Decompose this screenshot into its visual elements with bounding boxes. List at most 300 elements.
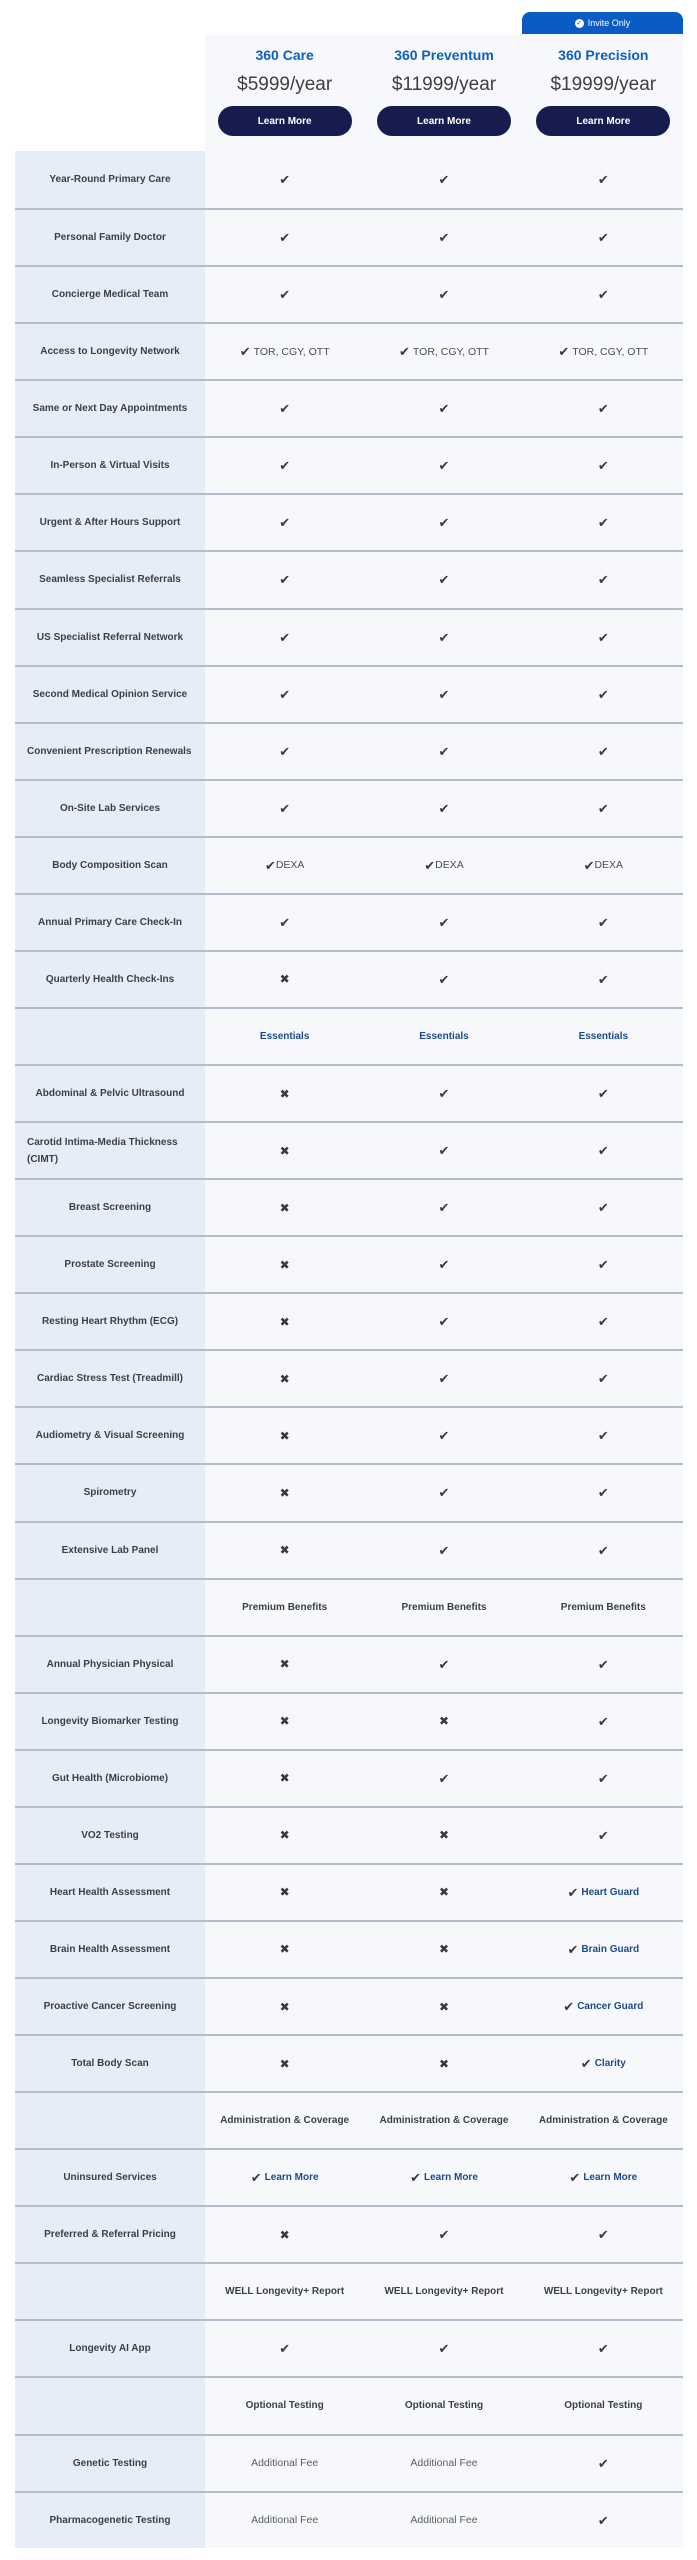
check-icon: ✔ <box>597 2512 609 2528</box>
check-icon: ✔ <box>438 515 450 531</box>
feature-label: Uninsured Services <box>15 2150 205 2205</box>
check-icon: ✔ <box>438 458 450 474</box>
plan-value-cell <box>364 1351 523 1406</box>
plan-value-cell <box>205 1066 364 1121</box>
plan-value-cell <box>524 952 683 1007</box>
table-row <box>15 2319 683 2376</box>
plan-value-cell <box>205 381 364 436</box>
plan-value-cell <box>205 724 364 779</box>
comparison-table <box>15 151 683 2548</box>
plan-value-cell <box>364 1523 523 1578</box>
additional-fee-text: Additional Fee <box>251 2514 319 2527</box>
cross-icon: ✖ <box>438 1942 450 1957</box>
check-icon: ✔ <box>438 1314 450 1330</box>
plan-value-cell <box>524 1180 683 1235</box>
check-icon: ✔ <box>438 1770 450 1786</box>
table-row <box>15 722 683 779</box>
value-text: DEXA <box>435 859 464 872</box>
plan-value-cell <box>524 1465 683 1520</box>
value-link[interactable]: Learn More <box>583 2172 638 2184</box>
feature-label <box>15 2378 205 2433</box>
check-icon: ✔ <box>279 515 291 531</box>
check-icon: ✔ <box>438 1542 450 1558</box>
check-icon: ✔ <box>410 2170 421 2186</box>
plan-value-cell <box>364 1408 523 1463</box>
feature-label: Annual Primary Care Check-In <box>15 895 205 950</box>
plan-value-cell <box>205 1009 364 1064</box>
plan-value-cell <box>205 2207 364 2262</box>
value-text: TOR, CGY, OTT <box>412 345 489 358</box>
feature-label: Same or Next Day Appointments <box>15 381 205 436</box>
plan-value-cell <box>364 2207 523 2262</box>
check-icon: ✔ <box>558 344 570 360</box>
plan-value-cell <box>364 151 523 208</box>
plan-value-cell <box>364 2036 523 2091</box>
plan-value-cell <box>205 952 364 1007</box>
table-row <box>15 779 683 836</box>
check-icon: ✔ <box>597 458 609 474</box>
plan-value-cell <box>364 1237 523 1292</box>
feature-label: Annual Physician Physical <box>15 1637 205 1692</box>
plan-value-cell <box>364 2264 523 2319</box>
plan-value-cell <box>364 2436 523 2491</box>
plan-value-cell <box>364 1066 523 1121</box>
plan-value-cell <box>205 1123 364 1178</box>
plan-value-cell <box>524 1865 683 1920</box>
plan-value-cell <box>524 1123 683 1178</box>
feature-label: Concierge Medical Team <box>15 267 205 322</box>
cross-icon: ✖ <box>279 1942 290 1957</box>
feature-label: Spirometry <box>15 1465 205 1520</box>
feature-label <box>15 2093 205 2148</box>
plan-value-cell <box>524 1294 683 1349</box>
check-icon: ✔ <box>597 2341 609 2357</box>
plan-value-cell <box>364 724 523 779</box>
feature-label: Pharmacogenetic Testing <box>15 2493 205 2548</box>
check-icon: ✔ <box>597 686 609 702</box>
check-icon: ✔ <box>597 401 609 417</box>
plan-value-cell <box>205 1465 364 1520</box>
check-icon: ✔ <box>438 914 450 930</box>
additional-fee-text: Additional Fee <box>251 2457 319 2470</box>
plan-value-cell <box>524 2436 683 2491</box>
table-row <box>15 436 683 493</box>
plan-value-cell <box>205 1751 364 1806</box>
check-icon: ✔ <box>438 2227 450 2243</box>
check-icon: ✔ <box>438 1086 450 1102</box>
plan-value-cell <box>364 838 523 893</box>
check-icon: ✔ <box>438 2341 450 2357</box>
check-icon: ✔ <box>438 1200 450 1216</box>
cross-icon: ✖ <box>279 1314 290 1329</box>
feature-label: Personal Family Doctor <box>15 210 205 265</box>
feature-label: Brain Health Assessment <box>15 1922 205 1977</box>
section-title: Optional Testing <box>245 2400 324 2412</box>
plan-value-cell <box>524 1523 683 1578</box>
feature-label: In-Person & Virtual Visits <box>15 438 205 493</box>
plan-value-cell <box>205 781 364 836</box>
check-icon: ✔ <box>569 2170 581 2186</box>
plan-name: 360 Care <box>255 47 314 63</box>
check-icon: ✔ <box>597 1086 609 1102</box>
check-icon: ✔ <box>438 172 450 188</box>
section-title: Administration & Coverage <box>538 2115 668 2127</box>
plan-value-cell <box>524 267 683 322</box>
plan-value-cell <box>205 1523 364 1578</box>
plan-value-cell <box>524 438 683 493</box>
check-icon: ✔ <box>279 686 291 702</box>
table-row <box>15 1521 683 1578</box>
plan-value-cell <box>364 2378 523 2433</box>
check-icon: ✔ <box>438 230 450 246</box>
plan-name: 360 Precision <box>558 47 649 63</box>
check-icon: ✔ <box>597 1485 609 1501</box>
check-icon: ✔ <box>250 2170 262 2186</box>
cross-icon: ✖ <box>279 1086 290 1101</box>
table-row <box>15 1749 683 1806</box>
table-row <box>15 1406 683 1463</box>
plan-value-cell <box>205 438 364 493</box>
check-icon: ✔ <box>279 2341 291 2357</box>
check-icon: ✔ <box>438 401 450 417</box>
table-row <box>15 1064 683 1121</box>
cross-icon: ✖ <box>279 1143 290 1158</box>
value-link[interactable]: Heart Guard <box>581 1886 640 1898</box>
plan-name: 360 Preventum <box>394 47 494 63</box>
check-icon: ✔ <box>597 172 609 188</box>
plan-value-cell <box>205 1351 364 1406</box>
table-row <box>15 950 683 1007</box>
plan-value-cell <box>524 2207 683 2262</box>
plan-value-cell <box>524 1408 683 1463</box>
feature-label: Longevity Biomarker Testing <box>15 1694 205 1749</box>
table-row <box>15 836 683 893</box>
check-icon: ✔ <box>399 344 410 360</box>
plan-value-cell <box>364 610 523 665</box>
cross-icon: ✖ <box>279 1828 290 1843</box>
feature-label: Preferred & Referral Pricing <box>15 2207 205 2262</box>
plan-value-cell <box>364 952 523 1007</box>
plan-value-cell <box>364 1465 523 1520</box>
cross-icon: ✖ <box>279 1999 290 2014</box>
plan-value-cell <box>364 267 523 322</box>
feature-label: Audiometry & Visual Screening <box>15 1408 205 1463</box>
plan-price: $5999/year <box>237 74 333 95</box>
plan-value-cell <box>364 324 523 379</box>
learn-more-button-care[interactable]: Learn More <box>218 106 352 136</box>
plan-value-cell <box>364 667 523 722</box>
plan-value-cell <box>205 1637 364 1692</box>
plan-price: $19999/year <box>550 74 657 95</box>
check-icon: ✔ <box>279 800 291 816</box>
plan-value-cell <box>205 1808 364 1863</box>
cross-icon: ✖ <box>438 1885 450 1900</box>
learn-more-button-preventum[interactable]: Learn More <box>377 106 511 136</box>
table-row <box>15 2434 683 2491</box>
table-row <box>15 322 683 379</box>
plan-value-cell <box>524 667 683 722</box>
table-row <box>15 1463 683 1520</box>
check-icon: ✔ <box>597 572 609 588</box>
plan-value-cell <box>364 210 523 265</box>
plan-value-cell <box>364 438 523 493</box>
feature-label: Heart Health Assessment <box>15 1865 205 1920</box>
check-icon: ✔ <box>279 172 291 188</box>
check-icon: ✔ <box>438 1656 450 1672</box>
cross-icon: ✖ <box>279 1485 290 1500</box>
cross-icon: ✖ <box>438 1714 450 1729</box>
section-title: Optional Testing <box>564 2400 643 2412</box>
plan-value-cell <box>205 552 364 607</box>
cross-icon: ✖ <box>279 972 290 987</box>
check-icon: ✔ <box>597 515 609 531</box>
plan-value-cell <box>205 324 364 379</box>
plan-value-cell <box>205 838 364 893</box>
feature-label: Cardiac Stress Test (Treadmill) <box>15 1351 205 1406</box>
invite-only-badge <box>522 12 683 34</box>
value-text: TOR, CGY, OTT <box>572 345 649 358</box>
feature-label: Breast Screening <box>15 1180 205 1235</box>
check-icon: ✔ <box>563 1999 575 2015</box>
plan-value-cell <box>364 2150 523 2205</box>
value-link[interactable]: Cancer Guard <box>577 2001 644 2013</box>
plan-value-cell <box>364 1123 523 1178</box>
plan-value-cell <box>524 2036 683 2091</box>
plan-value-cell <box>364 1009 523 1064</box>
plan-value-cell <box>205 495 364 550</box>
table-row <box>15 379 683 436</box>
badge-label: Invite Only <box>587 18 631 28</box>
feature-label: Gut Health (Microbiome) <box>15 1751 205 1806</box>
section-title: Essentials <box>419 1030 469 1042</box>
plan-value-cell <box>524 552 683 607</box>
cross-icon: ✖ <box>438 2056 450 2071</box>
check-icon: ✔ <box>597 1314 609 1330</box>
plan-value-cell <box>364 895 523 950</box>
plan-value-cell <box>205 1408 364 1463</box>
plan-precision <box>524 34 683 151</box>
plan-value-cell <box>205 2150 364 2205</box>
plan-value-cell <box>364 552 523 607</box>
cross-icon: ✖ <box>279 1428 290 1443</box>
feature-label: Resting Heart Rhythm (ECG) <box>15 1294 205 1349</box>
section-header-row <box>15 2091 683 2148</box>
table-row <box>15 1920 683 1977</box>
plan-value-cell <box>364 1580 523 1635</box>
check-icon: ✔ <box>438 287 450 303</box>
check-icon: ✔ <box>597 230 609 246</box>
plan-value-cell <box>364 2321 523 2376</box>
section-title: Administration & Coverage <box>379 2115 509 2127</box>
value-link[interactable]: Learn More <box>423 2172 478 2184</box>
feature-label <box>15 1580 205 1635</box>
plan-value-cell <box>524 324 683 379</box>
plan-value-cell <box>524 610 683 665</box>
check-icon: ✔ <box>239 344 251 360</box>
feature-label: Proactive Cancer Screening <box>15 1979 205 2034</box>
table-row <box>15 1635 683 1692</box>
table-row <box>15 608 683 665</box>
plans-header <box>205 34 683 151</box>
check-icon: ✔ <box>567 1884 579 1900</box>
cross-icon: ✖ <box>279 1771 290 1786</box>
check-icon: ✔ <box>279 629 291 645</box>
table-row <box>15 1863 683 1920</box>
table-row <box>15 1121 683 1178</box>
feature-label: Total Body Scan <box>15 2036 205 2091</box>
check-icon: ✔ <box>597 1257 609 1273</box>
plan-value-cell <box>205 210 364 265</box>
plan-value-cell <box>205 1580 364 1635</box>
plan-value-cell <box>524 381 683 436</box>
plan-value-cell <box>205 1979 364 2034</box>
table-row <box>15 493 683 550</box>
section-title: Essentials <box>578 1030 629 1042</box>
plan-value-cell <box>364 1808 523 1863</box>
check-icon: ✔ <box>597 1542 609 1558</box>
value-link[interactable]: Clarity <box>594 2058 626 2070</box>
value-link[interactable]: Learn More <box>264 2172 319 2184</box>
plan-value-cell <box>524 1808 683 1863</box>
value-link[interactable]: Brain Guard <box>581 1943 640 1955</box>
check-icon: ✔ <box>438 1428 450 1444</box>
plan-value-cell <box>205 1294 364 1349</box>
learn-more-button-precision[interactable]: Learn More <box>536 106 670 136</box>
plan-value-cell <box>205 667 364 722</box>
plan-value-cell <box>524 1694 683 1749</box>
check-icon: ✔ <box>438 1143 450 1159</box>
check-icon: ✔ <box>597 743 609 759</box>
check-icon: ✔ <box>597 914 609 930</box>
table-row <box>15 1977 683 2034</box>
plan-value-cell <box>524 2493 683 2548</box>
table-row <box>15 2491 683 2548</box>
section-title: WELL Longevity+ Report <box>543 2286 663 2298</box>
check-icon: ✔ <box>597 1200 609 1216</box>
plan-value-cell <box>364 495 523 550</box>
check-icon: ✔ <box>279 401 291 417</box>
plan-value-cell <box>205 151 364 208</box>
additional-fee-text: Additional Fee <box>410 2457 478 2470</box>
value-text: TOR, CGY, OTT <box>253 345 330 358</box>
section-title: Administration & Coverage <box>220 2115 350 2127</box>
check-icon: ✔ <box>597 1428 609 1444</box>
feature-label: US Specialist Referral Network <box>15 610 205 665</box>
cross-icon: ✖ <box>438 1999 450 2014</box>
check-icon: ✔ <box>438 1485 450 1501</box>
cross-icon: ✖ <box>279 1543 290 1558</box>
feature-label: Genetic Testing <box>15 2436 205 2491</box>
feature-label: Extensive Lab Panel <box>15 1523 205 1578</box>
cross-icon: ✖ <box>279 1714 290 1729</box>
section-header-row <box>15 1578 683 1635</box>
feature-label: Prostate Screening <box>15 1237 205 1292</box>
check-icon: ✔ <box>438 572 450 588</box>
table-row <box>15 1349 683 1406</box>
plan-value-cell <box>524 895 683 950</box>
plan-value-cell <box>524 151 683 208</box>
check-icon: ✔ <box>438 743 450 759</box>
plan-value-cell <box>364 781 523 836</box>
check-icon: ✔ <box>438 686 450 702</box>
plan-value-cell <box>524 1066 683 1121</box>
section-title: Premium Benefits <box>560 1601 646 1613</box>
table-row <box>15 893 683 950</box>
plan-value-cell <box>364 1694 523 1749</box>
plan-value-cell <box>205 895 364 950</box>
table-row <box>15 2148 683 2205</box>
plan-value-cell <box>524 724 683 779</box>
check-icon: ✔ <box>424 857 436 873</box>
table-row <box>15 1692 683 1749</box>
feature-label: Body Composition Scan <box>15 838 205 893</box>
cross-icon: ✖ <box>279 1885 290 1900</box>
plan-value-cell <box>364 1979 523 2034</box>
feature-label <box>15 1009 205 1064</box>
check-circle-icon: ✓ <box>576 19 583 27</box>
plan-value-cell <box>524 781 683 836</box>
feature-label: On-Site Lab Services <box>15 781 205 836</box>
plan-value-cell <box>524 1922 683 1977</box>
plan-value-cell <box>524 1237 683 1292</box>
check-icon: ✔ <box>583 857 595 873</box>
check-icon: ✔ <box>438 971 450 987</box>
plan-value-cell <box>364 1922 523 1977</box>
check-icon: ✔ <box>597 1827 609 1843</box>
plan-value-cell <box>524 1979 683 2034</box>
plan-value-cell <box>524 210 683 265</box>
cross-icon: ✖ <box>279 1200 290 1215</box>
feature-label: Urgent & After Hours Support <box>15 495 205 550</box>
plan-value-cell <box>364 2493 523 2548</box>
feature-label: Convenient Prescription Renewals <box>15 724 205 779</box>
check-icon: ✔ <box>279 914 291 930</box>
table-row <box>15 1806 683 1863</box>
section-title: Premium Benefits <box>242 1601 328 1613</box>
plan-value-cell <box>364 381 523 436</box>
check-icon: ✔ <box>597 629 609 645</box>
check-icon: ✔ <box>279 743 291 759</box>
check-icon: ✔ <box>580 2056 592 2072</box>
plan-value-cell <box>524 1351 683 1406</box>
section-header-row <box>15 2376 683 2433</box>
plan-value-cell <box>364 1294 523 1349</box>
plan-value-cell <box>364 2093 523 2148</box>
check-icon: ✔ <box>438 1371 450 1387</box>
cross-icon: ✖ <box>279 2227 290 2242</box>
plan-value-cell <box>524 2378 683 2433</box>
feature-label: Longevity AI App <box>15 2321 205 2376</box>
check-icon: ✔ <box>597 1143 609 1159</box>
feature-label: Second Medical Opinion Service <box>15 667 205 722</box>
check-icon: ✔ <box>438 800 450 816</box>
section-header-row <box>15 1007 683 1064</box>
feature-label <box>15 2264 205 2319</box>
table-row <box>15 1292 683 1349</box>
plan-value-cell <box>205 2378 364 2433</box>
plan-value-cell <box>205 2493 364 2548</box>
plan-value-cell <box>524 1580 683 1635</box>
value-text: DEXA <box>594 859 624 872</box>
section-header-row <box>15 2262 683 2319</box>
check-icon: ✔ <box>597 971 609 987</box>
check-icon: ✔ <box>438 1257 450 1273</box>
feature-label: Abdominal & Pelvic Ultrasound <box>15 1066 205 1121</box>
plan-value-cell <box>205 2321 364 2376</box>
table-row <box>15 1178 683 1235</box>
plan-value-cell <box>364 1865 523 1920</box>
section-title: Optional Testing <box>404 2400 484 2412</box>
